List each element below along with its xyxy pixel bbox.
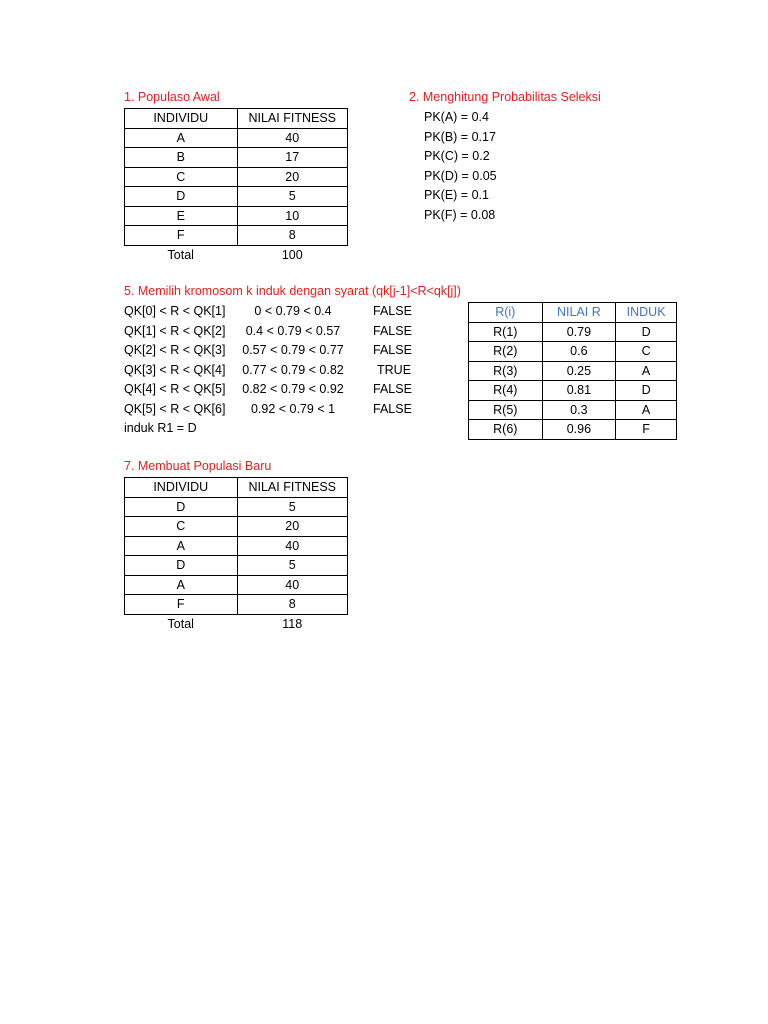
- header-individu: INDIVIDU: [125, 109, 238, 129]
- cell: B: [125, 148, 238, 168]
- cell: 20: [237, 167, 348, 187]
- list-item: [424, 167, 497, 186]
- table-row: [469, 381, 677, 401]
- condition-text: QK[2] < R < QK[3]: [124, 343, 226, 357]
- condition-text: QK[3] < R < QK[4]: [124, 362, 226, 377]
- list-item: [424, 128, 496, 147]
- list-item: [124, 400, 225, 419]
- pk-value: 0.2: [472, 149, 490, 163]
- pk-value: 0.17: [471, 129, 496, 144]
- header-induk: INDUK: [616, 303, 677, 323]
- table-row: [469, 361, 677, 381]
- table-row: [125, 226, 348, 246]
- condition-text: QK[5] < R < QK[6]: [124, 401, 226, 416]
- cell: A: [125, 536, 238, 556]
- cell: C: [616, 342, 677, 362]
- section5-title: 5. Memilih kromosom k induk dengan syarat (qk[j-1]<R<qk[j]): [124, 284, 461, 298]
- expression-text: 0.57 < 0.79 < 0.77: [242, 343, 344, 357]
- cell: R(3): [469, 361, 543, 381]
- table-row: [125, 497, 348, 517]
- total-row: [125, 614, 348, 633]
- table-row: [469, 400, 677, 420]
- cell: 10: [237, 206, 348, 226]
- cell: 5: [237, 187, 348, 207]
- cell: D: [616, 381, 677, 401]
- table-row: [125, 167, 348, 187]
- expression-text: 0.92 < 0.79 < 1: [250, 401, 336, 416]
- pk-value: 0.05: [472, 168, 497, 183]
- cell: 8: [237, 226, 348, 246]
- result-text: FALSE: [373, 304, 412, 318]
- cell: 0.81: [542, 381, 616, 401]
- cell: C: [125, 167, 238, 187]
- section2-title: 2. Menghitung Probabilitas Seleksi: [409, 90, 601, 104]
- result-text: FALSE: [373, 323, 412, 338]
- cell: D: [616, 322, 677, 342]
- section1-title: 1. Populaso Awal: [124, 90, 220, 104]
- cell: R(5): [469, 400, 543, 420]
- cell: 0.79: [542, 322, 616, 342]
- cell: 5: [237, 497, 348, 517]
- condition-text: QK[1] < R < QK[2]: [124, 323, 226, 338]
- pk-label: PK(A) =: [424, 110, 469, 124]
- total-label: Total: [167, 616, 194, 631]
- table-row: [469, 420, 677, 440]
- table-row: [125, 187, 348, 207]
- total-label: Total: [167, 247, 194, 262]
- cell: 0.25: [542, 361, 616, 381]
- table-row: [125, 595, 348, 615]
- cell: 17: [237, 148, 348, 168]
- list-item: [424, 186, 489, 205]
- cell: 40: [237, 536, 348, 556]
- section7-title: 7. Membuat Populasi Baru: [124, 459, 272, 473]
- pk-label: PK(E) =: [424, 188, 469, 202]
- list-item: [124, 322, 225, 341]
- cell: R(2): [469, 342, 543, 362]
- pk-value: 0.4: [471, 110, 489, 124]
- table-row: [125, 517, 348, 537]
- expression-text: 0 < 0.79 < 0.4: [254, 304, 332, 318]
- cell: 8: [237, 595, 348, 615]
- pk-label: PK(C) =: [424, 149, 469, 163]
- list-item: [124, 302, 225, 321]
- cell: 5: [237, 556, 348, 576]
- expression-text: 0.4 < 0.79 < 0.57: [245, 323, 341, 338]
- cell: A: [616, 400, 677, 420]
- selection-footer: induk R1 = D: [124, 421, 197, 435]
- list-item: [424, 108, 489, 127]
- pk-value: 0.08: [470, 207, 496, 222]
- header-nilai-r: NILAI R: [542, 303, 616, 323]
- table-row: [125, 148, 348, 168]
- result-text: FALSE: [373, 382, 412, 396]
- cell: R(1): [469, 322, 543, 342]
- cell: D: [125, 556, 238, 576]
- list-item: [124, 380, 225, 399]
- condition-text: QK[4] < R < QK[5]: [124, 382, 226, 396]
- header-ri: R(i): [469, 303, 543, 323]
- list-item: [124, 341, 225, 360]
- cell: F: [125, 595, 238, 615]
- cell: 20: [237, 517, 348, 537]
- result-text: FALSE: [373, 343, 412, 357]
- cell: A: [616, 361, 677, 381]
- cell: R(4): [469, 381, 543, 401]
- cell: 0.3: [542, 400, 616, 420]
- cell: 0.6: [542, 342, 616, 362]
- total-row: [125, 245, 348, 264]
- cell: 40: [237, 128, 348, 148]
- header-individu: INDIVIDU: [125, 478, 238, 498]
- expression-text: 0.82 < 0.79 < 0.92: [242, 382, 344, 396]
- cell: C: [125, 517, 238, 537]
- cell: F: [125, 226, 238, 246]
- table-row: [125, 128, 348, 148]
- condition-text: QK[0] < R < QK[1]: [124, 304, 226, 318]
- cell: 0.96: [542, 420, 616, 440]
- header-nilai-fitness: NILAI FITNESS: [237, 478, 348, 498]
- list-item: [424, 206, 495, 225]
- table-row: [125, 575, 348, 595]
- result-text: FALSE: [373, 401, 412, 416]
- list-item: [124, 361, 225, 380]
- cell: R(6): [469, 420, 543, 440]
- expression-text: 0.77 < 0.79 < 0.82: [242, 362, 344, 377]
- table-row: [469, 322, 677, 342]
- cell: E: [125, 206, 238, 226]
- cell: A: [125, 128, 238, 148]
- pk-label: PK(B) =: [424, 129, 469, 144]
- pk-label: PK(F) =: [424, 207, 468, 222]
- result-text: TRUE: [377, 362, 412, 377]
- r-table: [468, 302, 677, 440]
- table-row: [125, 536, 348, 556]
- pk-value: 0.1: [471, 188, 489, 202]
- cell: F: [616, 420, 677, 440]
- list-item: [424, 147, 490, 166]
- total-value: 118: [282, 616, 303, 631]
- cell: D: [125, 497, 238, 517]
- cell: 40: [237, 575, 348, 595]
- new-population-table: [124, 477, 348, 633]
- cell: D: [125, 187, 238, 207]
- cell: A: [125, 575, 238, 595]
- total-value: 100: [281, 247, 303, 262]
- table-row: [469, 342, 677, 362]
- pk-label: PK(D) =: [424, 168, 469, 183]
- population-table: [124, 108, 348, 264]
- table-row: [125, 556, 348, 576]
- table-row: [125, 206, 348, 226]
- header-nilai-fitness: NILAI FITNESS: [237, 109, 348, 129]
